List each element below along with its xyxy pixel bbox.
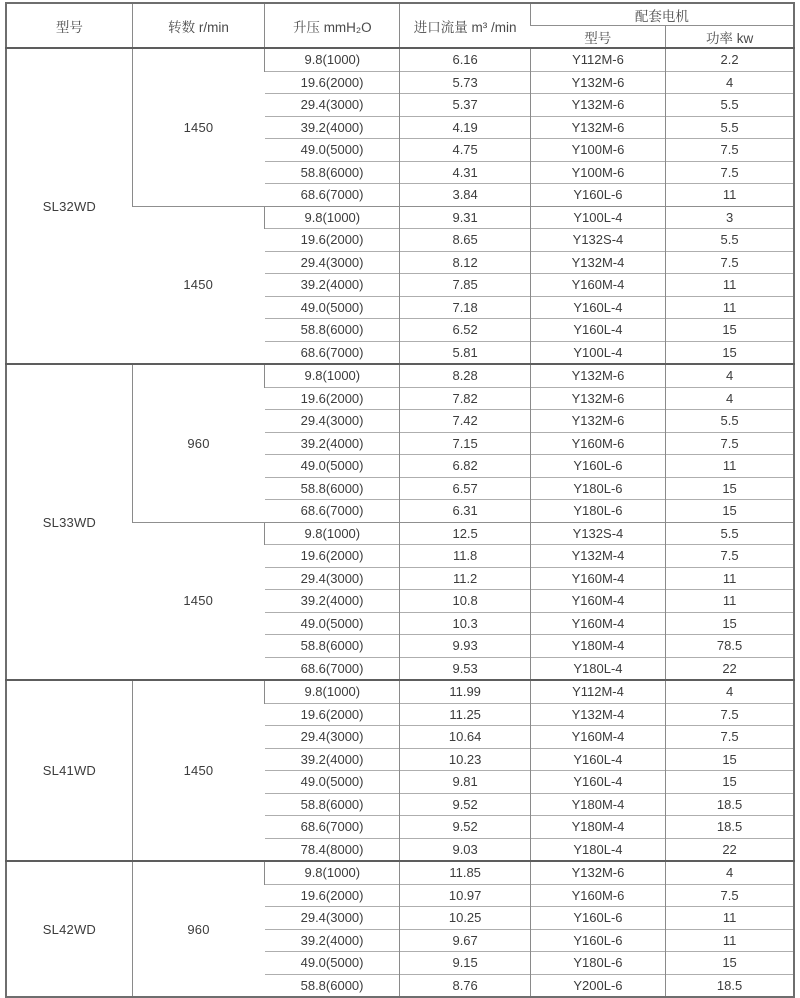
cell-pressure: 78.4(8000) bbox=[265, 838, 400, 861]
cell-power: 18.5 bbox=[666, 974, 794, 997]
cell-motor: Y132S-4 bbox=[530, 229, 665, 252]
cell-power: 7.5 bbox=[666, 726, 794, 749]
cell-flow: 8.28 bbox=[400, 364, 530, 387]
cell-power: 15 bbox=[666, 477, 794, 500]
cell-motor: Y160L-6 bbox=[530, 184, 665, 207]
cell-pressure: 49.0(5000) bbox=[265, 455, 400, 478]
cell-pressure: 39.2(4000) bbox=[265, 929, 400, 952]
table-row bbox=[6, 861, 794, 884]
cell-flow: 11.2 bbox=[400, 567, 530, 590]
cell-pressure: 39.2(4000) bbox=[265, 116, 400, 139]
cell-pressure: 49.0(5000) bbox=[265, 952, 400, 975]
cell-pressure: 58.8(6000) bbox=[265, 793, 400, 816]
cell-motor: Y132M-6 bbox=[530, 387, 665, 410]
cell-power: 11 bbox=[666, 274, 794, 297]
cell-power: 15 bbox=[666, 500, 794, 523]
cell-flow: 5.81 bbox=[400, 341, 530, 364]
cell-motor: Y132M-6 bbox=[530, 71, 665, 94]
cell-motor: Y100L-4 bbox=[530, 341, 665, 364]
cell-power: 11 bbox=[666, 590, 794, 613]
cell-flow: 5.37 bbox=[400, 94, 530, 117]
cell-flow: 9.15 bbox=[400, 952, 530, 975]
spec-table-header bbox=[6, 3, 794, 48]
cell-motor: Y160L-6 bbox=[530, 455, 665, 478]
cell-flow: 6.31 bbox=[400, 500, 530, 523]
cell-flow: 10.3 bbox=[400, 612, 530, 635]
cell-flow: 9.93 bbox=[400, 635, 530, 658]
cell-pressure: 19.6(2000) bbox=[265, 703, 400, 726]
cell-flow: 5.73 bbox=[400, 71, 530, 94]
cell-power: 11 bbox=[666, 455, 794, 478]
cell-power: 3 bbox=[666, 206, 794, 229]
header-speed: 转数 r/min bbox=[132, 3, 264, 48]
cell-pressure: 39.2(4000) bbox=[265, 748, 400, 771]
cell-pressure: 68.6(7000) bbox=[265, 184, 400, 207]
cell-motor: Y100M-6 bbox=[530, 161, 665, 184]
cell-flow: 6.82 bbox=[400, 455, 530, 478]
cell-power: 18.5 bbox=[666, 816, 794, 839]
cell-power: 11 bbox=[666, 929, 794, 952]
cell-motor: Y180M-4 bbox=[530, 816, 665, 839]
cell-flow: 10.23 bbox=[400, 748, 530, 771]
cell-motor: Y180L-6 bbox=[530, 952, 665, 975]
cell-motor: Y100L-4 bbox=[530, 206, 665, 229]
cell-power: 11 bbox=[666, 184, 794, 207]
cell-flow: 7.18 bbox=[400, 296, 530, 319]
cell-motor: Y180L-4 bbox=[530, 838, 665, 861]
cell-flow: 7.85 bbox=[400, 274, 530, 297]
cell-power: 5.5 bbox=[666, 116, 794, 139]
cell-speed: 960 bbox=[132, 861, 264, 997]
cell-pressure: 49.0(5000) bbox=[265, 139, 400, 162]
cell-flow: 11.8 bbox=[400, 545, 530, 568]
cell-pressure: 19.6(2000) bbox=[265, 387, 400, 410]
cell-pressure: 58.8(6000) bbox=[265, 319, 400, 342]
cell-flow: 9.52 bbox=[400, 793, 530, 816]
cell-flow: 11.25 bbox=[400, 703, 530, 726]
cell-flow: 4.31 bbox=[400, 161, 530, 184]
cell-pressure: 39.2(4000) bbox=[265, 274, 400, 297]
cell-flow: 7.42 bbox=[400, 410, 530, 433]
cell-motor: Y132M-6 bbox=[530, 364, 665, 387]
cell-motor: Y160M-4 bbox=[530, 274, 665, 297]
cell-power: 15 bbox=[666, 319, 794, 342]
cell-pressure: 29.4(3000) bbox=[265, 567, 400, 590]
cell-pressure: 29.4(3000) bbox=[265, 726, 400, 749]
cell-motor: Y180M-4 bbox=[530, 635, 665, 658]
header-motor-group: 配套电机 bbox=[530, 3, 794, 26]
cell-pressure: 29.4(3000) bbox=[265, 907, 400, 930]
cell-power: 7.5 bbox=[666, 545, 794, 568]
cell-pressure: 49.0(5000) bbox=[265, 296, 400, 319]
spec-table-body bbox=[6, 48, 794, 997]
cell-motor: Y132M-6 bbox=[530, 861, 665, 884]
cell-motor: Y160L-6 bbox=[530, 929, 665, 952]
cell-flow: 12.5 bbox=[400, 522, 530, 545]
cell-motor: Y112M-4 bbox=[530, 680, 665, 703]
cell-motor: Y160L-4 bbox=[530, 771, 665, 794]
cell-pressure: 68.6(7000) bbox=[265, 816, 400, 839]
table-row bbox=[6, 364, 794, 387]
cell-power: 5.5 bbox=[666, 229, 794, 252]
cell-flow: 4.75 bbox=[400, 139, 530, 162]
cell-power: 5.5 bbox=[666, 94, 794, 117]
cell-power: 15 bbox=[666, 341, 794, 364]
cell-power: 4 bbox=[666, 861, 794, 884]
spec-table bbox=[5, 2, 795, 998]
cell-flow: 6.16 bbox=[400, 48, 530, 71]
cell-motor: Y132M-4 bbox=[530, 545, 665, 568]
cell-pressure: 68.6(7000) bbox=[265, 500, 400, 523]
header-motor-power: 功率 kw bbox=[666, 26, 794, 49]
cell-flow: 10.64 bbox=[400, 726, 530, 749]
cell-power: 4 bbox=[666, 680, 794, 703]
cell-speed: 1450 bbox=[132, 48, 264, 206]
cell-pressure: 49.0(5000) bbox=[265, 771, 400, 794]
cell-motor: Y132S-4 bbox=[530, 522, 665, 545]
header-pressure: 升压 mmH₂O bbox=[265, 3, 400, 48]
cell-motor: Y160L-4 bbox=[530, 296, 665, 319]
cell-flow: 4.19 bbox=[400, 116, 530, 139]
cell-pressure: 49.0(5000) bbox=[265, 612, 400, 635]
cell-flow: 8.65 bbox=[400, 229, 530, 252]
cell-motor: Y160M-4 bbox=[530, 612, 665, 635]
cell-pressure: 9.8(1000) bbox=[265, 861, 400, 884]
cell-pressure: 39.2(4000) bbox=[265, 590, 400, 613]
cell-pressure: 29.4(3000) bbox=[265, 251, 400, 274]
cell-motor: Y160M-4 bbox=[530, 590, 665, 613]
cell-model: SL42WD bbox=[6, 861, 132, 997]
cell-motor: Y160M-6 bbox=[530, 884, 665, 907]
cell-flow: 8.12 bbox=[400, 251, 530, 274]
cell-pressure: 58.8(6000) bbox=[265, 161, 400, 184]
cell-power: 7.5 bbox=[666, 884, 794, 907]
cell-flow: 9.03 bbox=[400, 838, 530, 861]
cell-pressure: 19.6(2000) bbox=[265, 71, 400, 94]
cell-flow: 9.53 bbox=[400, 657, 530, 680]
cell-motor: Y100M-6 bbox=[530, 139, 665, 162]
cell-motor: Y132M-4 bbox=[530, 251, 665, 274]
cell-flow: 7.15 bbox=[400, 432, 530, 455]
table-row bbox=[6, 48, 794, 71]
cell-power: 11 bbox=[666, 567, 794, 590]
cell-motor: Y180M-4 bbox=[530, 793, 665, 816]
cell-power: 7.5 bbox=[666, 139, 794, 162]
cell-motor: Y200L-6 bbox=[530, 974, 665, 997]
cell-pressure: 19.6(2000) bbox=[265, 229, 400, 252]
cell-flow: 6.57 bbox=[400, 477, 530, 500]
cell-flow: 10.8 bbox=[400, 590, 530, 613]
cell-flow: 9.67 bbox=[400, 929, 530, 952]
cell-power: 4 bbox=[666, 364, 794, 387]
cell-motor: Y180L-4 bbox=[530, 657, 665, 680]
cell-motor: Y160L-6 bbox=[530, 907, 665, 930]
cell-power: 2.2 bbox=[666, 48, 794, 71]
cell-motor: Y160L-4 bbox=[530, 748, 665, 771]
cell-power: 18.5 bbox=[666, 793, 794, 816]
cell-speed: 1450 bbox=[132, 206, 264, 364]
cell-power: 7.5 bbox=[666, 432, 794, 455]
cell-speed: 960 bbox=[132, 364, 264, 522]
cell-motor: Y132M-6 bbox=[530, 94, 665, 117]
header-flow: 进口流量 m³ /min bbox=[400, 3, 530, 48]
cell-pressure: 9.8(1000) bbox=[265, 48, 400, 71]
cell-pressure: 58.8(6000) bbox=[265, 635, 400, 658]
cell-motor: Y160L-4 bbox=[530, 319, 665, 342]
cell-power: 5.5 bbox=[666, 522, 794, 545]
cell-power: 11 bbox=[666, 907, 794, 930]
cell-flow: 9.31 bbox=[400, 206, 530, 229]
cell-model: SL33WD bbox=[6, 364, 132, 680]
header-row-1 bbox=[6, 3, 794, 26]
cell-motor: Y180L-6 bbox=[530, 500, 665, 523]
header-motor-model: 型号 bbox=[530, 26, 665, 49]
cell-flow: 10.25 bbox=[400, 907, 530, 930]
cell-power: 4 bbox=[666, 71, 794, 94]
cell-pressure: 29.4(3000) bbox=[265, 94, 400, 117]
cell-power: 15 bbox=[666, 612, 794, 635]
cell-motor: Y132M-6 bbox=[530, 410, 665, 433]
cell-motor: Y160M-4 bbox=[530, 726, 665, 749]
cell-pressure: 68.6(7000) bbox=[265, 341, 400, 364]
cell-power: 22 bbox=[666, 657, 794, 680]
cell-flow: 9.52 bbox=[400, 816, 530, 839]
cell-power: 7.5 bbox=[666, 161, 794, 184]
cell-flow: 11.85 bbox=[400, 861, 530, 884]
cell-flow: 3.84 bbox=[400, 184, 530, 207]
cell-flow: 10.97 bbox=[400, 884, 530, 907]
cell-power: 7.5 bbox=[666, 251, 794, 274]
cell-flow: 8.76 bbox=[400, 974, 530, 997]
cell-speed: 1450 bbox=[132, 680, 264, 861]
header-model: 型号 bbox=[6, 3, 132, 48]
cell-motor: Y160M-4 bbox=[530, 567, 665, 590]
cell-flow: 11.99 bbox=[400, 680, 530, 703]
cell-power: 7.5 bbox=[666, 703, 794, 726]
cell-power: 11 bbox=[666, 296, 794, 319]
cell-pressure: 19.6(2000) bbox=[265, 884, 400, 907]
cell-flow: 9.81 bbox=[400, 771, 530, 794]
cell-pressure: 58.8(6000) bbox=[265, 477, 400, 500]
cell-pressure: 9.8(1000) bbox=[265, 364, 400, 387]
cell-pressure: 68.6(7000) bbox=[265, 657, 400, 680]
cell-model: SL32WD bbox=[6, 48, 132, 364]
cell-power: 4 bbox=[666, 387, 794, 410]
cell-pressure: 19.6(2000) bbox=[265, 545, 400, 568]
cell-speed: 1450 bbox=[132, 522, 264, 680]
cell-pressure: 29.4(3000) bbox=[265, 410, 400, 433]
cell-motor: Y160M-6 bbox=[530, 432, 665, 455]
cell-power: 22 bbox=[666, 838, 794, 861]
cell-pressure: 9.8(1000) bbox=[265, 522, 400, 545]
cell-power: 78.5 bbox=[666, 635, 794, 658]
cell-pressure: 9.8(1000) bbox=[265, 206, 400, 229]
cell-flow: 7.82 bbox=[400, 387, 530, 410]
cell-pressure: 9.8(1000) bbox=[265, 680, 400, 703]
cell-motor: Y180L-6 bbox=[530, 477, 665, 500]
cell-flow: 6.52 bbox=[400, 319, 530, 342]
table-row bbox=[6, 680, 794, 703]
cell-motor: Y112M-6 bbox=[530, 48, 665, 71]
cell-motor: Y132M-4 bbox=[530, 703, 665, 726]
cell-model: SL41WD bbox=[6, 680, 132, 861]
cell-motor: Y132M-6 bbox=[530, 116, 665, 139]
cell-pressure: 39.2(4000) bbox=[265, 432, 400, 455]
cell-power: 15 bbox=[666, 952, 794, 975]
cell-pressure: 58.8(6000) bbox=[265, 974, 400, 997]
cell-power: 5.5 bbox=[666, 410, 794, 433]
cell-power: 15 bbox=[666, 771, 794, 794]
cell-power: 15 bbox=[666, 748, 794, 771]
